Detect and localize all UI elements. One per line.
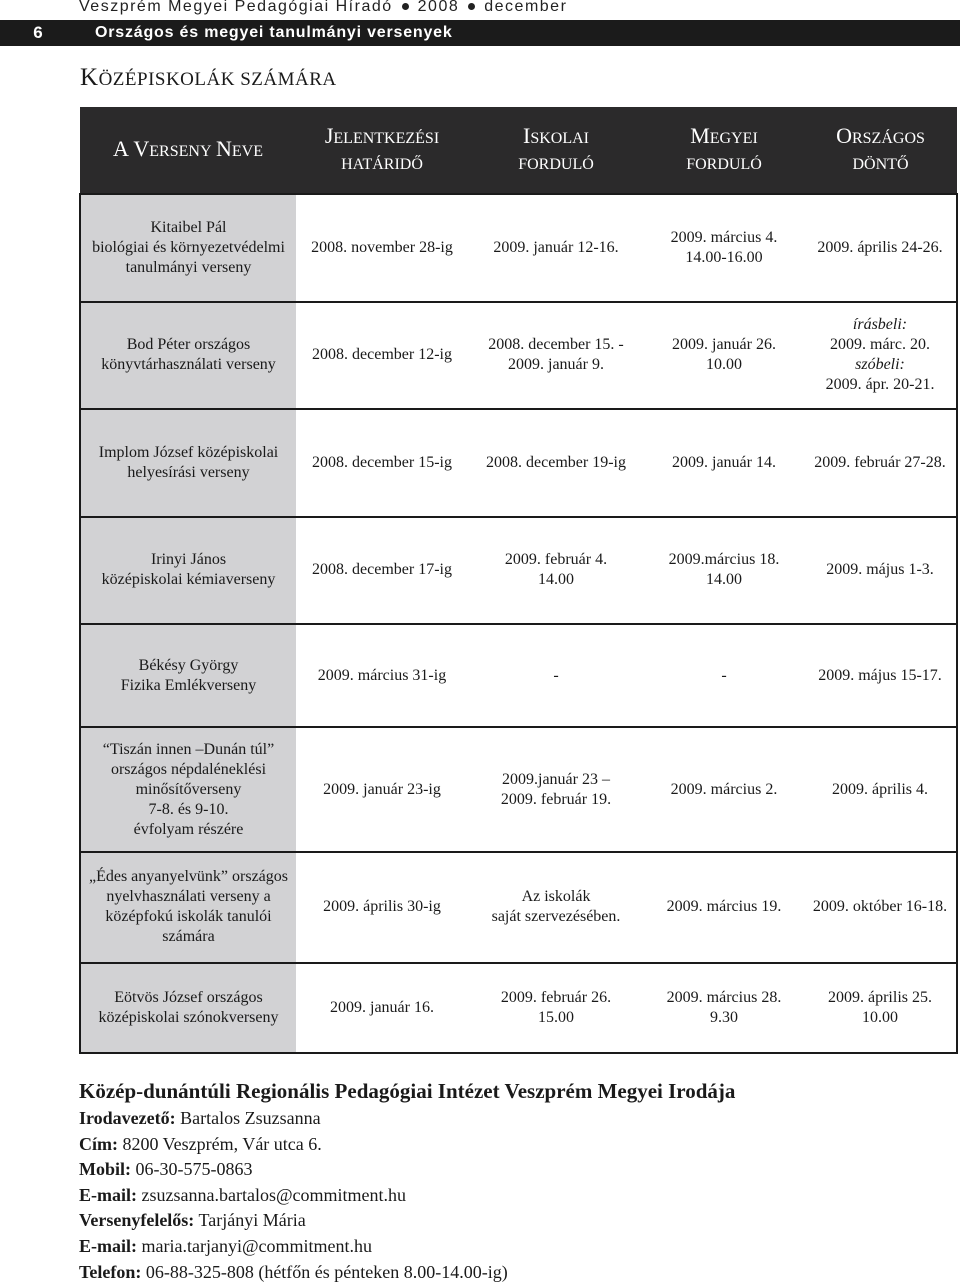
cell-deadline (296, 302, 468, 410)
cell-county (644, 852, 804, 963)
cell-deadline (296, 852, 468, 963)
cell-line: középiskolai szónokverseny (98, 1008, 279, 1026)
table-row (80, 302, 957, 410)
cell-national (804, 194, 957, 302)
column-header: JELENTKEZÉSI HATÁRIDŐ (296, 107, 468, 194)
contact-value: 06-30-575-0863 (131, 1159, 253, 1180)
cell-deadline (296, 727, 468, 852)
contact-label: Mobil: (79, 1159, 131, 1180)
cell-national (804, 302, 957, 410)
contact-line (79, 1106, 735, 1132)
cell-line: középfokú iskolák tanulói (105, 908, 272, 926)
cell-line: 2009. április 24-26. (817, 238, 943, 256)
cell-line: Békésy György (138, 656, 239, 674)
cell-line: 2009. január 12-16. (493, 238, 619, 256)
cell-line: 2008. december 17-ig (312, 561, 452, 579)
column-header: MEGYEI FORDULÓ (644, 107, 804, 194)
contact-label: Versenyfelelős: (79, 1210, 195, 1231)
cell-line: “Tiszán innen –Dunán túl” (102, 740, 275, 758)
table-row (80, 624, 957, 727)
cell-line: - (721, 666, 727, 684)
page-number: 6 (33, 23, 43, 42)
cell-line: 2009.január 23 – (502, 770, 610, 788)
table-header-row (80, 107, 957, 194)
cell-line: Kitaibel Pál (150, 218, 227, 236)
table-row (80, 963, 957, 1053)
cell-line: 10.00 (706, 356, 742, 374)
cell-school (468, 409, 644, 517)
contact-value: Tarjányi Mária (194, 1210, 306, 1231)
cell-line: 2009. március 2. (670, 780, 778, 798)
cell-line: 2008. december 15-ig (312, 453, 452, 471)
cell-line: 2009. május 1-3. (826, 561, 934, 579)
cell-line: 2009. április 25. (828, 988, 932, 1006)
cell-county (644, 517, 804, 625)
cell-line: 2009. március 19. (666, 898, 782, 916)
cell-name (80, 727, 296, 852)
cell-line: 2009. február 19. (500, 790, 612, 808)
cell-line: 2009. május 15-17. (818, 666, 942, 684)
contact-value: 06-88-325-808 (hétfőn és pénteken 8.00-14.00-ig) (141, 1261, 508, 1282)
cell-county (644, 302, 804, 410)
publication-month: december (484, 0, 568, 15)
cell-line: 2009. január 14. (672, 453, 776, 471)
cell-school (468, 517, 644, 625)
cell-school (468, 194, 644, 302)
cell-line: 2009. ápr. 20-21. (825, 376, 935, 394)
cell-name (80, 302, 296, 410)
cell-line: Eötvös József országos (114, 988, 263, 1006)
cell-line: Irinyi János (150, 551, 227, 569)
contact-line (79, 1157, 735, 1183)
cell-line: középiskolai kémiaverseny (101, 571, 276, 589)
cell-line: saját szervezésében. (491, 908, 621, 926)
cell-national (804, 409, 957, 517)
cell-line: Fizika Emlékverseny (120, 676, 257, 694)
contact-value[interactable]: maria.tarjanyi@commitment.hu (137, 1235, 373, 1256)
publication-name: Veszprém Megyei Pedagógiai Híradó (79, 0, 393, 15)
cell-line: 2009. április 4. (832, 780, 928, 798)
table-row (80, 517, 957, 625)
section-title: Országos és megyei tanulmányi versenyek (95, 24, 453, 41)
cell-line: 2008. december 15. - (488, 336, 624, 354)
cell-line: 2009. január 16. (330, 998, 434, 1016)
cell-name (80, 852, 296, 963)
cell-deadline (296, 194, 468, 302)
cell-name (80, 194, 296, 302)
competition-table (79, 107, 958, 1054)
section-bar (0, 20, 960, 46)
column-header: ISKOLAI FORDULÓ (468, 107, 644, 194)
table-row (80, 852, 957, 963)
contact-line (79, 1132, 735, 1158)
cell-line: helyesírási verseny (127, 463, 250, 481)
cell-line: Implom József középiskolai (98, 443, 279, 461)
cell-deadline (296, 624, 468, 727)
contact-line (79, 1260, 735, 1285)
running-header (79, 0, 567, 16)
cell-line: országos népdaléneklési (110, 760, 267, 778)
contact-label: E-mail: (79, 1235, 137, 1256)
cell-line: 2009. március 28. (666, 988, 782, 1006)
cell-school (468, 624, 644, 727)
cell-name (80, 517, 296, 625)
contact-label: Cím: (79, 1133, 118, 1154)
cell-line: 9.30 (710, 1008, 738, 1026)
cell-national (804, 517, 957, 625)
column-header: A VERSENY NEVE (80, 107, 296, 194)
cell-line: 2009. január 26. (672, 336, 776, 354)
cell-line: 2009. február 26. (500, 988, 612, 1006)
cell-line: minősítőverseny (135, 780, 242, 798)
contact-label: Irodavezető: (79, 1108, 176, 1128)
cell-line: 2008. december 12-ig (312, 346, 452, 364)
cell-line: 2009. január 23-ig (323, 780, 441, 798)
contact-line (79, 1183, 735, 1209)
cell-line: évfolyam részére (133, 820, 244, 838)
cell-name (80, 963, 296, 1053)
cell-line: 15.00 (538, 1008, 574, 1026)
cell-line: Bod Péter országos (126, 336, 251, 354)
cell-line: 2009. márc. 20. (830, 336, 930, 354)
office-title: Közép-dunántúli Regionális Pedagógiai Intézet Veszprém Megyei Irodája (79, 1079, 736, 1103)
cell-school (468, 963, 644, 1053)
cell-line: 14.00-16.00 (685, 248, 763, 266)
cell-county (644, 624, 804, 727)
cell-deadline (296, 517, 468, 625)
table-row (80, 727, 957, 852)
cell-county (644, 727, 804, 852)
publication-year: 2008 (417, 0, 460, 15)
cell-line: - (553, 666, 559, 684)
bullet-icon (468, 3, 475, 10)
cell-county (644, 963, 804, 1053)
cell-line: 2009. október 16-18. (812, 898, 948, 916)
cell-line: 10.00 (862, 1008, 898, 1026)
cell-line: 2008. november 28-ig (311, 238, 453, 256)
cell-national (804, 727, 957, 852)
cell-line: 2009. február 27-28. (814, 453, 946, 471)
contact-block (79, 1076, 735, 1285)
cell-name (80, 624, 296, 727)
cell-county (644, 409, 804, 517)
cell-line: írásbeli: (852, 316, 908, 334)
cell-line: 2009.március 18. (668, 551, 780, 569)
contact-value: 8200 Veszprém, Vár utca 6. (118, 1133, 322, 1154)
cell-line: 2009. április 30-ig (323, 898, 441, 916)
bullet-icon (402, 3, 409, 10)
contact-value: Bartalos Zsuzsanna (175, 1108, 321, 1128)
cell-line: „Édes anyanyelvünk” országos (88, 868, 289, 886)
cell-national (804, 624, 957, 727)
table-row (80, 194, 957, 302)
cell-line: 14.00 (706, 571, 742, 589)
cell-line: 7-8. és 9-10. (148, 800, 229, 818)
contact-line (79, 1208, 735, 1234)
cell-national (804, 963, 957, 1053)
cell-school (468, 302, 644, 410)
contact-label: E-mail: (79, 1184, 137, 1205)
cell-line: könyvtárhasználati verseny (101, 356, 276, 374)
cell-deadline (296, 963, 468, 1053)
cell-line: 2009. január 9. (508, 356, 604, 374)
cell-line: Az iskolák (521, 888, 591, 906)
page-subtitle: KÖZÉPISKOLÁK SZÁMÁRA (80, 64, 337, 91)
table-row (80, 409, 957, 517)
cell-deadline (296, 409, 468, 517)
cell-county (644, 194, 804, 302)
cell-line: szóbeli: (855, 356, 905, 374)
cell-line: 2009. március 31-ig (317, 666, 447, 684)
cell-line: számára (162, 928, 215, 946)
contact-value[interactable]: zsuzsanna.bartalos@commitment.hu (137, 1184, 407, 1205)
cell-line: nyelvhasználati verseny a (106, 888, 271, 906)
cell-school (468, 727, 644, 852)
cell-line: tanulmányi verseny (125, 258, 252, 276)
cell-name (80, 409, 296, 517)
contact-label: Telefon: (79, 1261, 142, 1282)
cell-school (468, 852, 644, 963)
contact-line (79, 1234, 735, 1260)
cell-line: biológiai és környezetvédelmi (92, 238, 285, 256)
cell-line: 14.00 (538, 571, 574, 589)
cell-line: 2009. február 4. (504, 551, 608, 569)
cell-national (804, 852, 957, 963)
column-header: ORSZÁGOS DÖNTŐ (804, 107, 957, 194)
cell-line: 2008. december 19-ig (486, 453, 626, 471)
cell-line: 2009. március 4. (670, 228, 778, 246)
